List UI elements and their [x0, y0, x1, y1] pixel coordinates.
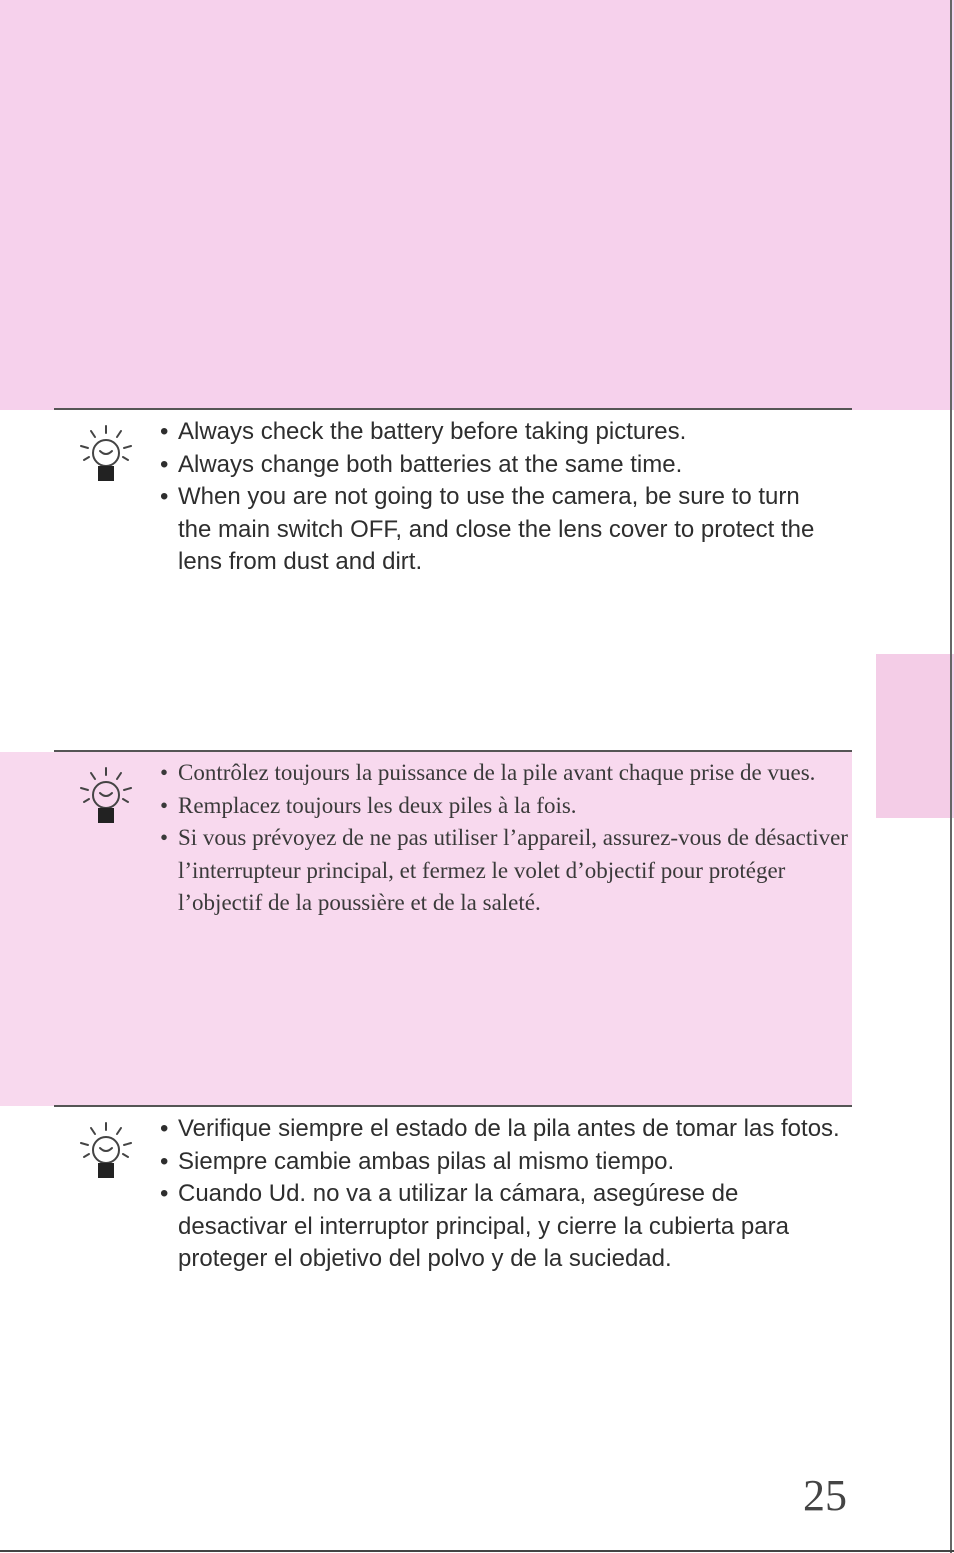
section-divider-spanish: [54, 1105, 852, 1107]
section-divider-english: [54, 408, 852, 410]
side-thumb-tab: [876, 654, 954, 818]
tip-item: • Cuando Ud. no va a utilizar la cámara, asegúrese de desactivar el interruptor principal, y cierre la cubierta para proteger el objetivo del polvo y de la suciedad.: [160, 1178, 818, 1276]
tip-item: • When you are not going to use the camera, be sure to turn the main switch OFF, and close the lens cover to protect the lens from dust and dirt.: [160, 481, 818, 579]
tip-item: • Contrôlez toujours la puissance de la pile avant chaque prise de vues.: [160, 757, 850, 790]
lightbulb-icon: [76, 1121, 136, 1181]
tip-item: • Remplacez toujours les deux piles à la fois.: [160, 790, 850, 823]
tip-item: • Always check the battery before taking pictures.: [160, 416, 860, 449]
section-divider-french: [54, 750, 852, 752]
tip-item: • Verifique siempre el estado de la pila antes de tomar las fotos.: [160, 1113, 860, 1146]
page-edge: [950, 0, 952, 1553]
page-bottom-edge: [0, 1550, 954, 1552]
top-pink-band: [0, 0, 954, 410]
tips-list-spanish: [160, 1113, 860, 1276]
lightbulb-icon: [76, 766, 136, 826]
page-number: 25: [803, 1471, 847, 1520]
tip-item: • Si vous prévoyez de ne pas utiliser l’appareil, assurez-vous de désactiver l’interrupteur principal, et fermez le volet d’objectif pour protéger l’objectif de la poussière et de la saleté.: [160, 822, 850, 920]
lightbulb-icon: [76, 424, 136, 484]
tips-list-french: [160, 757, 850, 920]
tip-item: • Siempre cambie ambas pilas al mismo tiempo.: [160, 1146, 860, 1179]
tips-list-english: [160, 416, 860, 579]
tip-item: • Always change both batteries at the same time.: [160, 449, 860, 482]
